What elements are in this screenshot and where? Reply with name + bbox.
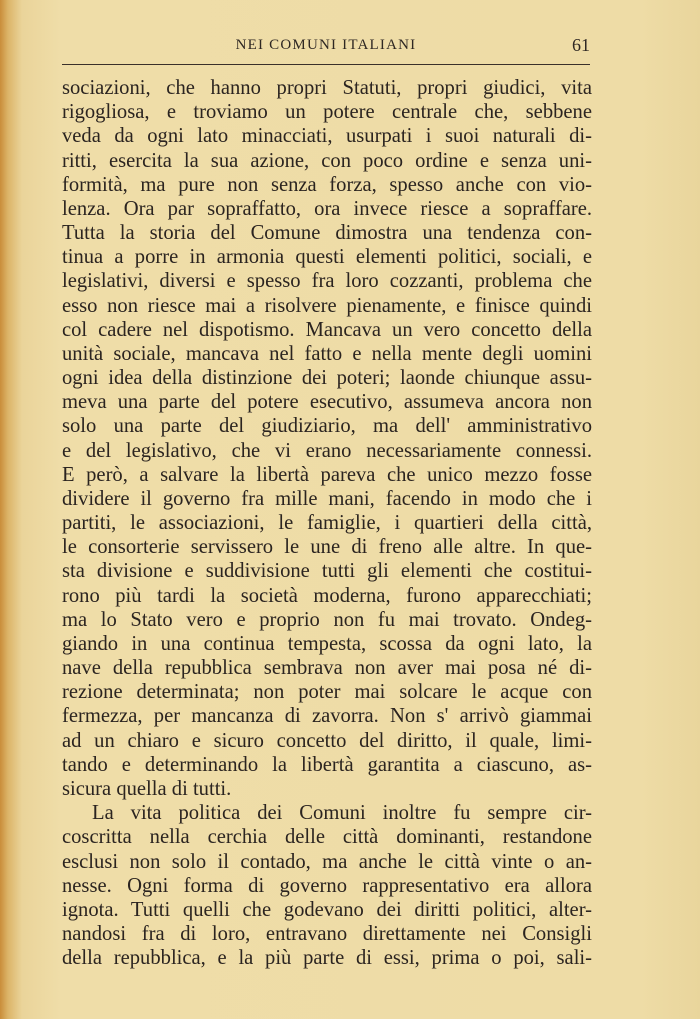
text-line: tinua a porre in armonia questi elementi politici, sociali, e (62, 246, 592, 269)
text-line: rigogliosa, e troviamo un potere centrale che, sebbene (62, 101, 592, 124)
text-line: le consorterie servissero le une di freno alle altre. In que- (62, 536, 592, 559)
text-line: giando in una continua tempesta, scossa da ogni lato, la (62, 632, 592, 655)
text-line: ma lo Stato vero e proprio non fu mai trovato. Ondeg- (62, 608, 592, 631)
text-line: meva una parte del potere esecutivo, assumeva ancora non (62, 391, 592, 414)
text-line: formità, ma pure non senza forza, spesso anche con vio- (62, 173, 592, 196)
text-line: esso non riesce mai a risolvere pienamente, e finisce quindi (62, 294, 592, 317)
paragraph-start-line: La vita politica dei Comuni inoltre fu sempre cir- (92, 802, 592, 825)
text-line: tando e determinando la libertà garantita a ciascuno, as- (62, 753, 592, 776)
text-line: e del legislativo, che vi erano necessariamente connessi. (62, 439, 592, 462)
text-line: ritti, esercita la sua azione, con poco ordine e senza uni- (62, 149, 592, 172)
text-line: ignota. Tutti quelli che godevano dei diritti politici, alter- (62, 898, 592, 921)
text-line: sta divisione e suddivisione tutti gli elementi che costitui- (62, 560, 592, 583)
text-line: unità sociale, mancava nel fatto e nella mente degli uomini (62, 342, 592, 365)
paragraph-end-line: sicura quella di tutti. (62, 777, 232, 800)
body-text (62, 76, 592, 970)
text-line: ad un chiaro e sicuro concetto del diritto, il quale, limi- (62, 729, 592, 752)
text-line: sociazioni, che hanno propri Statuti, propri giudici, vita (62, 77, 592, 99)
text-line: rezione determinata; non poter mai solcare le acque con (62, 681, 592, 704)
running-title: NEI COMUNI ITALIANI (235, 37, 417, 53)
text-line: veda da ogni lato minacciati, usurpati i suoi naturali di- (62, 125, 592, 148)
text-line: Tutta la storia del Comune dimostra una tendenza con- (62, 222, 592, 245)
text-line: nandosi fra di loro, entravano direttamente nei Consigli (62, 923, 592, 946)
text-line: della repubblica, e la più parte di essi, prima o poi, sali- (62, 947, 592, 970)
running-head (62, 35, 590, 59)
header-rule (62, 64, 590, 65)
text-line: partiti, le associazioni, le famiglie, i quartieri della città, (62, 512, 592, 535)
text-line: col cadere nel dispotismo. Mancava un vero concetto della (62, 318, 592, 341)
text-line: fermezza, per mancanza di zavorra. Non s' arrivò giammai (62, 705, 592, 728)
text-line: lenza. Ora par sopraffatto, ora invece riesce a sopraffare. (62, 197, 592, 220)
text-line: legislativi, diversi e spesso fra loro cozzanti, problema che (62, 270, 592, 293)
text-line: nave della repubblica sembrava non aver mai posa né di- (62, 657, 592, 680)
text-line: solo una parte del giudiziario, ma dell' amministrativo (62, 415, 592, 438)
text-line: nesse. Ogni forma di governo rappresentativo era allora (62, 874, 592, 897)
text-line: ogni idea della distinzione dei poteri; laonde chiunque assu- (62, 367, 592, 390)
text-line: rono più tardi la società moderna, furono apparecchiati; (62, 584, 592, 607)
text-line: coscritta nella cerchia delle città dominanti, restandone (62, 826, 592, 849)
text-line: esclusi non solo il contado, ma anche le città vinte o an- (62, 850, 592, 873)
text-line: E però, a salvare la libertà pareva che unico mezzo fosse (62, 463, 592, 486)
text-line: dividere il governo fra mille mani, facendo in modo che i (62, 487, 592, 510)
page-number: 61 (572, 35, 590, 55)
